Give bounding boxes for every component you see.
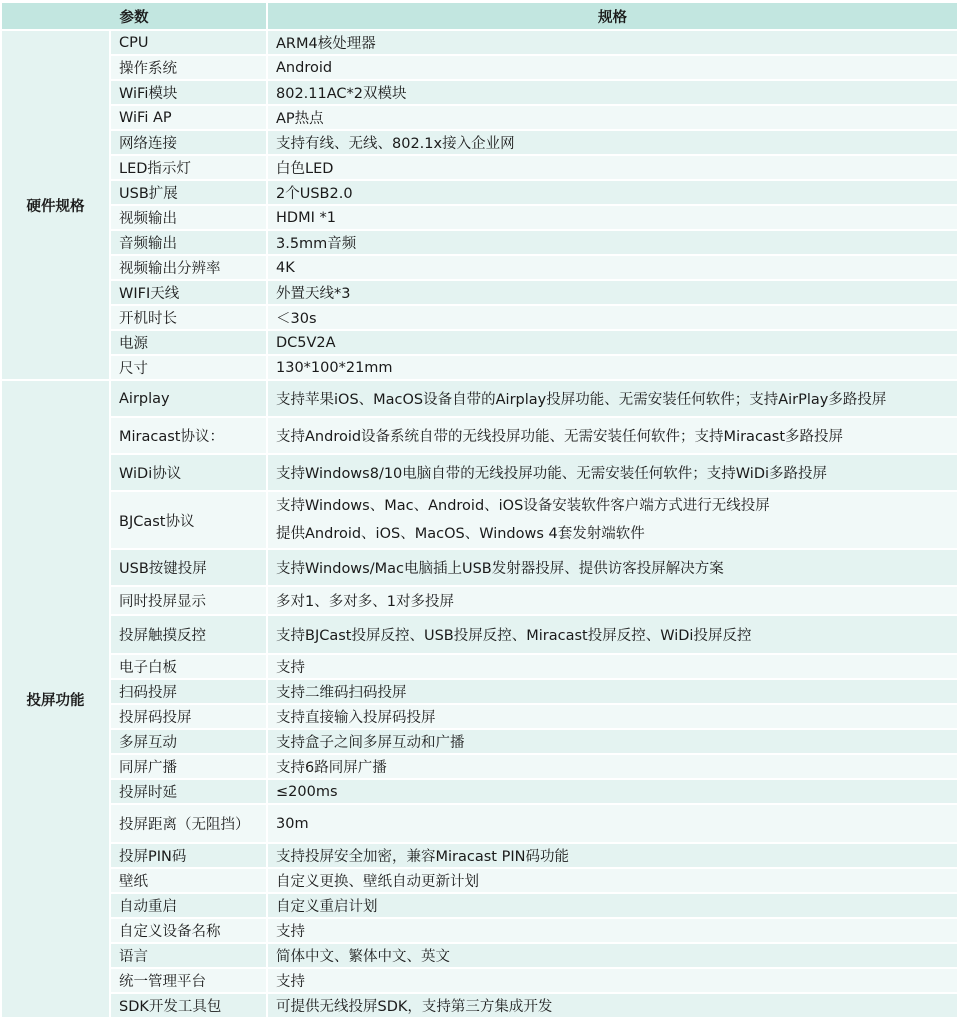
- spec-cell: [268, 256, 959, 281]
- param-cell: Miracast协议：: [111, 418, 268, 455]
- param-cell: 同屏广播: [111, 755, 268, 780]
- param-cell: 音频输出: [111, 231, 268, 256]
- spec-cell: [268, 869, 959, 894]
- table-row: [2, 587, 959, 616]
- spec-line: 支持: [276, 660, 305, 676]
- table-row: [2, 550, 959, 587]
- table-row: [2, 919, 959, 944]
- spec-cell: [268, 56, 959, 81]
- spec-cell: [268, 844, 959, 869]
- spec-table: [2, 3, 959, 1019]
- table-row: [2, 106, 959, 131]
- spec-cell: [268, 616, 959, 655]
- spec-cell: [268, 994, 959, 1019]
- param-cell: 电源: [111, 331, 268, 356]
- table-row: [2, 56, 959, 81]
- spec-line: 支持6路同屏广播: [276, 760, 387, 776]
- spec-line: 支持直接输入投屏码投屏: [276, 710, 436, 726]
- param-cell: 投屏码投屏: [111, 705, 268, 730]
- spec-line: 支持投屏安全加密，兼容Miracast PIN码功能: [276, 849, 569, 865]
- table-row: [2, 492, 959, 550]
- param-cell: USB按键投屏: [111, 550, 268, 587]
- spec-cell: [268, 894, 959, 919]
- spec-cell: [268, 418, 959, 455]
- spec-cell: [268, 81, 959, 106]
- spec-cell: [268, 655, 959, 680]
- param-cell: WIFI天线: [111, 281, 268, 306]
- param-cell: 同时投屏显示: [111, 587, 268, 616]
- param-cell: 视频输出: [111, 206, 268, 231]
- spec-table-container: [2, 3, 959, 1019]
- table-row: [2, 381, 959, 418]
- spec-line: 30m: [276, 815, 309, 832]
- param-cell: 开机时长: [111, 306, 268, 331]
- param-cell: WiFi AP: [111, 106, 268, 131]
- table-row: [2, 156, 959, 181]
- table-body: [2, 31, 959, 1019]
- param-cell: 网络连接: [111, 131, 268, 156]
- table-row: [2, 131, 959, 156]
- spec-line: 自定义重启计划: [276, 899, 378, 915]
- spec-cell: [268, 206, 959, 231]
- spec-cell: [268, 455, 959, 492]
- param-cell: USB扩展: [111, 181, 268, 206]
- spec-line: 外置天线*3: [276, 286, 351, 302]
- spec-line: ≤200ms: [276, 783, 338, 800]
- spec-line: 支持Windows、Mac、Android、iOS设备安装软件客户端方式进行无线投屏: [276, 498, 770, 514]
- table-row: [2, 31, 959, 56]
- table-row: [2, 730, 959, 755]
- spec-line: DC5V2A: [276, 334, 336, 351]
- spec-line: 支持盒子之间多屏互动和广播: [276, 735, 465, 751]
- table-row: [2, 944, 959, 969]
- table-row: [2, 780, 959, 805]
- spec-cell: [268, 306, 959, 331]
- param-cell: 投屏距离（无阻挡）: [111, 805, 268, 844]
- spec-line: 支持苹果iOS、MacOS设备自带的Airplay投屏功能、无需安装任何软件；支持AirPlay多路投屏: [276, 392, 887, 408]
- table-row: [2, 306, 959, 331]
- spec-line: 2个USB2.0: [276, 186, 353, 202]
- spec-line: 白色LED: [276, 161, 334, 177]
- spec-cell: [268, 331, 959, 356]
- spec-line: 支持有线、无线、802.1x接入企业网: [276, 136, 515, 152]
- table-row: [2, 331, 959, 356]
- spec-cell: [268, 356, 959, 381]
- param-cell: CPU: [111, 31, 268, 56]
- spec-cell: [268, 587, 959, 616]
- spec-line: Android: [276, 59, 333, 76]
- table-row: [2, 705, 959, 730]
- table-row: [2, 418, 959, 455]
- table-row: [2, 455, 959, 492]
- spec-cell: [268, 156, 959, 181]
- group-label: 投屏功能: [2, 381, 111, 1019]
- table-row: [2, 281, 959, 306]
- header-spec: 规格: [268, 3, 959, 31]
- table-row: [2, 231, 959, 256]
- spec-cell: [268, 381, 959, 418]
- spec-line: AP热点: [276, 111, 324, 127]
- param-cell: 语言: [111, 944, 268, 969]
- spec-cell: [268, 181, 959, 206]
- table-row: [2, 994, 959, 1019]
- param-cell: Airplay: [111, 381, 268, 418]
- param-cell: 操作系统: [111, 56, 268, 81]
- param-cell: 壁纸: [111, 869, 268, 894]
- header-param: 参数: [2, 3, 268, 31]
- table-row: [2, 844, 959, 869]
- param-cell: LED指示灯: [111, 156, 268, 181]
- spec-cell: [268, 780, 959, 805]
- spec-line: 自定义更换、壁纸自动更新计划: [276, 874, 479, 890]
- spec-cell: [268, 106, 959, 131]
- param-cell: 投屏触摸反控: [111, 616, 268, 655]
- spec-line: 简体中文、繁体中文、英文: [276, 949, 450, 965]
- spec-cell: [268, 755, 959, 780]
- table-row: [2, 256, 959, 281]
- table-row: [2, 356, 959, 381]
- spec-cell: [268, 131, 959, 156]
- spec-cell: [268, 919, 959, 944]
- param-cell: 电子白板: [111, 655, 268, 680]
- table-row: [2, 869, 959, 894]
- spec-line: 支持BJCast投屏反控、USB投屏反控、Miracast投屏反控、WiDi投屏反控: [276, 628, 752, 644]
- spec-line: 4K: [276, 259, 295, 276]
- spec-line: 支持Windows8/10电脑自带的无线投屏功能、无需安装任何软件；支持WiDi多路投屏: [276, 466, 828, 482]
- spec-cell: [268, 705, 959, 730]
- table-row: [2, 655, 959, 680]
- table-row: [2, 81, 959, 106]
- table-row: [2, 206, 959, 231]
- spec-line: HDMI *1: [276, 209, 336, 226]
- spec-line: 支持Windows/Mac电脑插上USB发射器投屏、提供访客投屏解决方案: [276, 561, 724, 577]
- spec-cell: [268, 944, 959, 969]
- spec-cell: [268, 550, 959, 587]
- param-cell: 自定义设备名称: [111, 919, 268, 944]
- group-label: 硬件规格: [2, 31, 111, 381]
- spec-cell: [268, 231, 959, 256]
- param-cell: 统一管理平台: [111, 969, 268, 994]
- param-cell: 自动重启: [111, 894, 268, 919]
- table-row: [2, 616, 959, 655]
- table-row: [2, 969, 959, 994]
- spec-line: 支持二维码扫码投屏: [276, 685, 407, 701]
- param-cell: 尺寸: [111, 356, 268, 381]
- spec-cell: [268, 805, 959, 844]
- param-cell: BJCast协议: [111, 492, 268, 550]
- param-cell: WiDi协议: [111, 455, 268, 492]
- spec-line: 3.5mm音频: [276, 236, 357, 252]
- table-row: [2, 680, 959, 705]
- param-cell: WiFi模块: [111, 81, 268, 106]
- spec-line: 130*100*21mm: [276, 359, 393, 376]
- spec-line: ＜30s: [276, 311, 317, 327]
- spec-cell: [268, 969, 959, 994]
- table-header-row: [2, 3, 959, 31]
- spec-line: 支持Android设备系统自带的无线投屏功能、无需安装任何软件；支持Miracast多路投屏: [276, 429, 844, 445]
- param-cell: 视频输出分辨率: [111, 256, 268, 281]
- param-cell: SDK开发工具包: [111, 994, 268, 1019]
- spec-line: ARM4核处理器: [276, 36, 376, 52]
- spec-line: 可提供无线投屏SDK，支持第三方集成开发: [276, 999, 553, 1015]
- table-row: [2, 805, 959, 844]
- spec-line: 多对1、多对多、1对多投屏: [276, 594, 454, 610]
- table-row: [2, 755, 959, 780]
- spec-line: 支持: [276, 974, 305, 990]
- spec-cell: [268, 31, 959, 56]
- param-cell: 扫码投屏: [111, 680, 268, 705]
- spec-cell: [268, 730, 959, 755]
- spec-line: 提供Android、iOS、MacOS、Windows 4套发射端软件: [276, 526, 645, 542]
- table-row: [2, 894, 959, 919]
- spec-line: 支持: [276, 924, 305, 940]
- param-cell: 投屏PIN码: [111, 844, 268, 869]
- spec-line: 802.11AC*2双模块: [276, 86, 407, 102]
- param-cell: 投屏时延: [111, 780, 268, 805]
- spec-cell: [268, 281, 959, 306]
- spec-cell: [268, 680, 959, 705]
- table-row: [2, 181, 959, 206]
- param-cell: 多屏互动: [111, 730, 268, 755]
- spec-cell: [268, 492, 959, 550]
